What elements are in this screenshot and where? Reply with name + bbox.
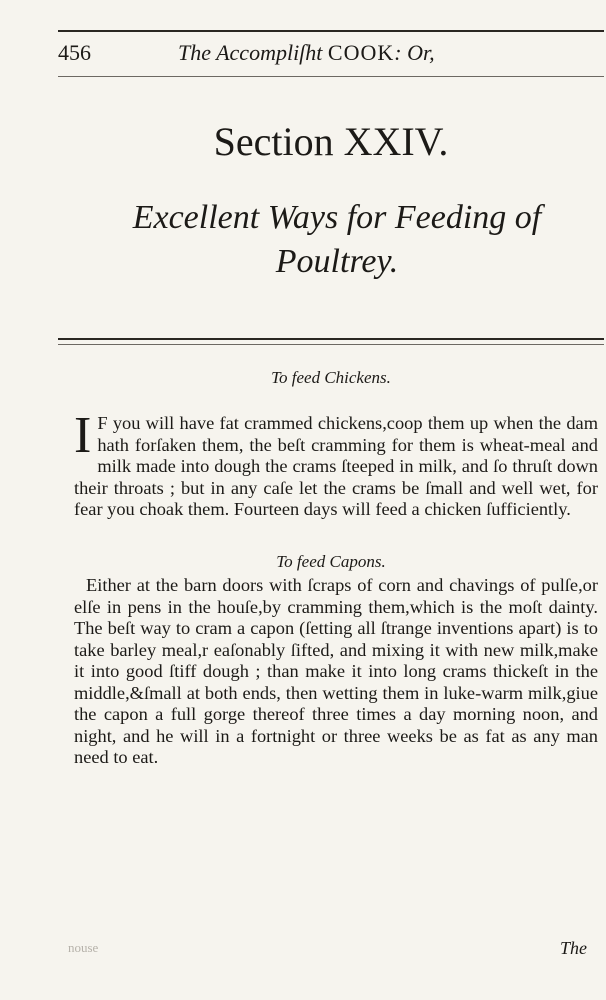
drop-cap: I [74, 407, 92, 464]
page-number: 456 [58, 40, 91, 65]
section-subtitle-line-2: Poultrey. [275, 243, 399, 280]
faint-bleed-through: nouse [68, 940, 99, 955]
section-subtitle [70, 196, 604, 284]
running-title-tail: : Or, [394, 40, 435, 65]
double-rule [58, 338, 604, 345]
section-heading: Section XXIV. [213, 119, 449, 164]
catchword: The [560, 938, 587, 958]
running-title-italic: The Accompliſht [178, 40, 323, 65]
recipe-text-chickens [74, 407, 598, 521]
top-rule [58, 30, 604, 32]
recipe-heading-chickens: To feed Chickens. [271, 368, 391, 387]
running-head [58, 40, 604, 74]
section-subtitle-line-1: Excellent Ways for Feeding of [132, 199, 542, 236]
recipe-body-chickens: F you will have fat crammed chickens,coop them up when the dam hath forſaken them, the beſt cramming for them is wheat-meal and milk made into dough the crams ſteeped in milk, and ſo thruſt down their throats ; but in any caſe let the crams be ſmall and well wet, for fear you choak them. Fourteen days will feed a chicken ſufficiently. [74, 413, 598, 519]
recipe-text-capons: Either at the barn doors with ſcraps of corn and chavings of pulſe,or elſe in pens in the houſe,by cramming them,which is the moſt dainty. The beſt way to cram a capon (ſetting all ſtrange inventions apart) is to take barley meal,r eaſonably ſifted, and mixing it with new milk,make it into good ſtiff dough ; than make it into long crams thickeſt in the middle,&ſmall at both ends, then wetting them in luke-warm milk,giue the capon a full gorge thereof three times a day morning noon, and night, and he will in a fortnight or three weeks be as fat as any man need to eat. [74, 575, 598, 767]
running-title-caps: COOK [327, 40, 395, 65]
recipe-heading-capons: To feed Capons. [276, 552, 386, 571]
head-rule [58, 76, 604, 77]
running-title [178, 40, 435, 66]
